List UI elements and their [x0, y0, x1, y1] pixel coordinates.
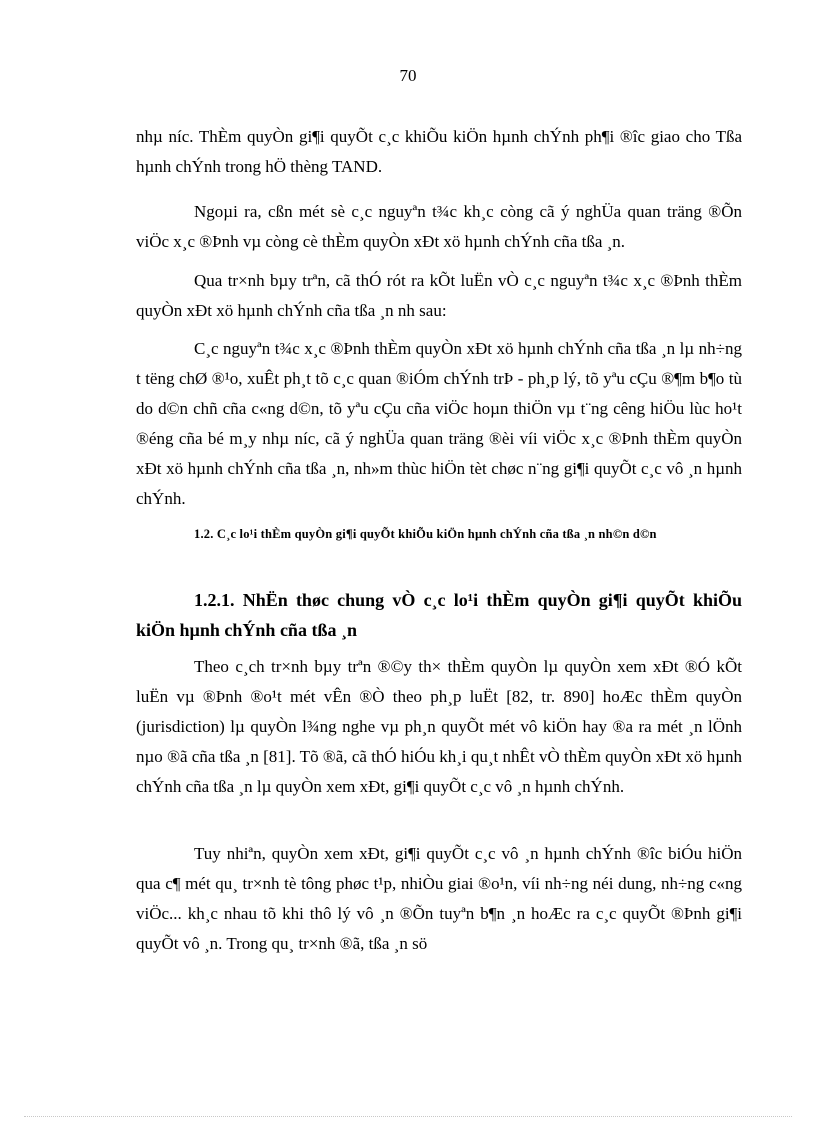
section-heading-1-2-1: 1.2.1. NhËn thøc chung vÒ c¸c lo¹i thÈm quyÒn gi¶i quyÕt khiÕu kiÖn hµnh chÝnh cña tßa ¸n	[136, 590, 742, 640]
page-bottom-divider	[24, 1116, 792, 1117]
paragraph-6: Tuy nhiªn, quyÒn xem xÐt, gi¶i quyÕt c¸c vô ¸n hµnh chÝnh ®îc biÓu hiÖn qua c¶ mét qu¸ tr×nh tè tông phøc t¹p, nhiÒu giai ®o¹n, víi nh÷ng néi dung, nh÷ng c«ng viÖc... kh¸c nhau tõ khi thô lý vô ¸n ®Õn tuyªn b¶n ¸n hoÆc ra c¸c quyÕt ®Þnh gi¶i quyÕt vô ¸n. Trong qu¸ tr×nh ®ã, tßa ¸n sö	[136, 844, 742, 953]
paragraph-4: C¸c nguyªn t¾c x¸c ®Þnh thÈm quyÒn xÐt xö hµnh chÝnh cña tßa ¸n lµ nh÷ng t tëng chØ ®¹o, xuÊt ph¸t tõ c¸c quan ®iÓm chÝnh trÞ - ph¸p lý, tõ yªu cÇu ®¶m b¶o tù do d©n chñ cña c«ng d©n, tõ yªu cÇu cña viÖc hoµn thiÖn vµ t¨ng cêng hiÖu lùc ho¹t ®éng cña bé m¸y nhµ níc, cã ý nghÜa quan träng ®èi víi viÖc x¸c ®Þnh thÈm quyÒn xÐt xö hµnh chÝnh cña tßa ¸n, nh»m thùc hiÖn tèt chøc n¨ng gi¶i quyÕt c¸c vô ¸n hµnh chÝnh.	[136, 339, 742, 508]
section-heading-1-2: 1.2. C¸c lo¹i thÈm quyÒn gi¶i quyÕt khiÕu kiÖn hµnh chÝnh cña tßa ¸n nh©n d©n	[194, 527, 657, 541]
paragraph-2: Ngoµi ra, cßn mét sè c¸c nguyªn t¾c kh¸c còng cã ý nghÜa quan träng ®Õn viÖc x¸c ®Þnh vµ còng cè thÈm quyÒn xÐt xö hµnh chÝnh cña tßa ¸n.	[136, 202, 742, 251]
paragraph-5: Theo c¸ch tr×nh bµy trªn ®©y th× thÈm quyÒn lµ quyÒn xem xÐt ®Ó kÕt luËn vµ ®Þnh ®o¹t mét vÊn ®Ò theo ph¸p luËt [82, tr. 890] hoÆc thÈm quyÒn (jurisdiction) lµ quyÒn l¾ng nghe vµ ph¸n quyÕt mét vô kiÖn hay ®a ra mét ¸n lÖnh nµo ®ã cña tßa ¸n [81]. Tõ ®ã, cã thÓ hiÓu kh¸i qu¸t nhÊt vÒ thÈm quyÒn xÐt xö hµnh chÝnh cña tßa ¸n lµ quyÒn xem xÐt, gi¶i quyÕt c¸c vô ¸n hµnh chÝnh.	[136, 657, 742, 796]
paragraph-1: nhµ níc. ThÈm quyÒn gi¶i quyÕt c¸c khiÕu kiÖn hµnh chÝnh ph¶i ®îc giao cho Tßa hµnh chÝnh trong hÖ thèng TAND.	[136, 127, 742, 176]
page-number: 70	[399, 66, 417, 85]
paragraph-3: Qua tr×nh bµy trªn, cã thÓ rót ra kÕt luËn vÒ c¸c nguyªn t¾c x¸c ®Þnh thÈm quyÒn xÐt xö hµnh chÝnh cña tßa ¸n nh sau:	[136, 271, 742, 320]
